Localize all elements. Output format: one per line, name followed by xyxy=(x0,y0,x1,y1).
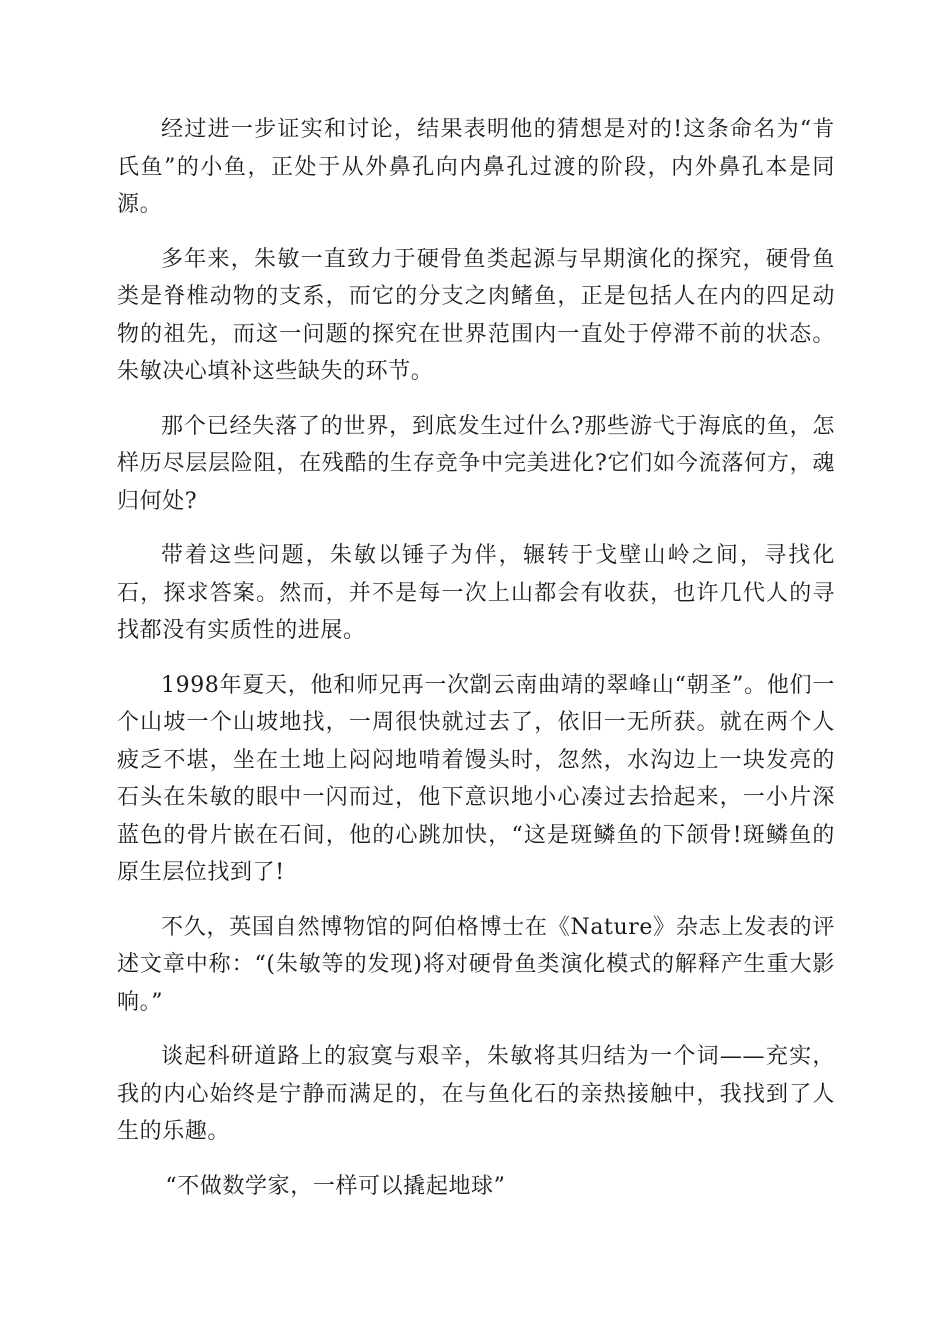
paragraph-3: 那个已经失落了的世界，到底发生过什么?那些游弋于海底的鱼，怎样历尽层层险阻，在残酷的生存竞争中完美进化?它们如今流落何方，魂归何处? xyxy=(117,413,835,514)
paragraph-6: 不久，英国自然博物馆的阿伯格博士在《Nature》杂志上发表的评述文章中称：“(朱敏等的发现)将对硬骨鱼类演化模式的解释产生重大影响。” xyxy=(117,914,835,1015)
paragraph-5: 1998年夏天，他和师兄再一次劏云南曲靖的翠峰山“朝圣”。他们一个山坡一个山坡地找，一周很快就过去了，依旧一无所获。就在两个人疲乏不堪，坐在土地上闷闷地啃着馒头时，忽然，水沟边上一块发亮的石头在朱敏的眼中一闪而过，他下意识地小心凑过去拾起来，一小片深蓝色的骨片嵌在石间，他的心跳加快，“这是斑鳞鱼的下颌骨!斑鳞鱼的原生层位找到了! xyxy=(117,672,835,885)
paragraph-1: 经过进一步证实和讨论，结果表明他的猜想是对的!这条命名为“肯氏鱼”的小鱼，正处于从外鼻孔向内鼻孔过渡的阶段，内外鼻孔本是同源。 xyxy=(117,117,835,217)
section-heading: “不做数学家，一样可以撬起地球” xyxy=(165,1173,506,1199)
paragraph-2: 多年来，朱敏一直致力于硬骨鱼类起源与早期演化的探究，硬骨鱼类是脊椎动物的支系，而它的分支之肉鳍鱼，正是包括人在内的四足动物的祖先，而这一问题的探究在世界范围内一直处于停滞不前的状态。朱敏决心填补这些缺失的环节。 xyxy=(117,246,835,384)
paragraph-7: 谈起科研道路上的寂寞与艰辛，朱敏将其归结为一个词——充实，我的内心始终是宁静而满足的，在与鱼化石的亲热接触中，我找到了人生的乐趣。 xyxy=(117,1044,835,1144)
paragraph-4: 带着这些问题，朱敏以锤子为伴，辗转于戈壁山岭之间，寻找化石，探求答案。然而，并不是每一次上山都会有收获，也许几代人的寻找都没有实质性的进展。 xyxy=(117,543,835,643)
document-body xyxy=(117,111,835,1222)
